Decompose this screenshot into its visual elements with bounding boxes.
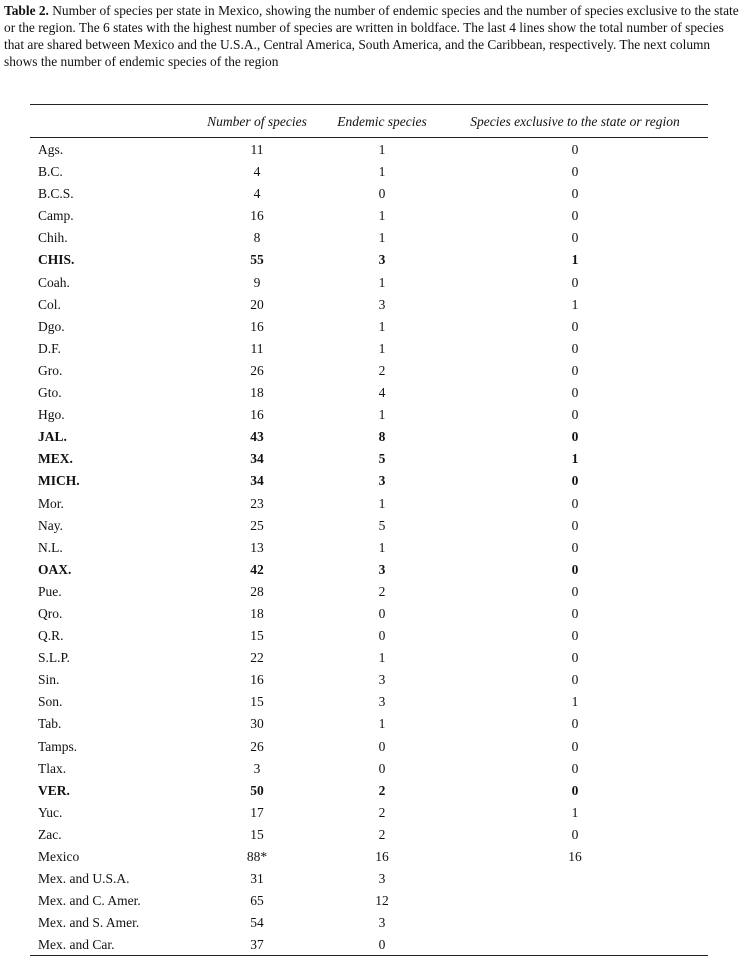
state-cell: Camp. [38,208,74,224]
table-row [0,360,745,382]
species-count-cell: 8 [253,230,261,246]
table-row [0,669,745,691]
state-cell: Mex. and S. Amer. [38,915,140,931]
state-cell: Dgo. [38,318,65,334]
endemic-count-cell: 1 [378,230,386,246]
endemic-count-cell: 2 [378,362,386,378]
table-row [0,249,745,271]
exclusive-count-cell: 0 [571,318,579,334]
caption-text: Number of species per state in Mexico, showing the number of endemic species and the number of species exclusive to the state or the region. The 6 states with the highest number of species are written in boldface. The last 4 lines show the total number of species that are shared between Mexico and the U.S.A., Central America, South America, and the Caribbean, respectively. The next column shows the number of endemic species of the region [4,3,739,69]
state-cell: Hgo. [38,407,65,423]
exclusive-count-cell: 0 [571,407,579,423]
endemic-count-cell: 1 [378,495,386,511]
endemic-count-cell: 12 [375,893,389,909]
species-count-cell: 13 [250,539,264,555]
state-cell: Chih. [38,230,68,246]
species-count-cell: 23 [250,495,264,511]
table-row [0,824,745,846]
exclusive-count-cell: 0 [571,605,579,621]
state-cell: Q.R. [38,628,64,644]
endemic-count-cell: 2 [378,804,386,820]
exclusive-count-cell: 0 [571,208,579,224]
endemic-count-cell: 3 [378,473,386,489]
table-row [0,736,745,758]
table-row [0,404,745,426]
species-count-cell: 30 [250,716,264,732]
state-cell: Sin. [38,672,60,688]
species-count-cell: 15 [250,826,264,842]
species-count-cell: 17 [250,804,264,820]
species-count-cell: 50 [250,782,264,798]
table-row [0,227,745,249]
state-cell: N.L. [38,539,63,555]
table-row [0,912,745,934]
exclusive-count-cell: 0 [571,473,579,489]
exclusive-count-cell: 0 [571,230,579,246]
species-count-cell: 11 [250,142,264,157]
state-cell: Mex. and C. Amer. [38,893,141,909]
species-count-cell: 3 [253,760,261,776]
endemic-count-cell: 5 [378,517,386,533]
exclusive-count-cell: 0 [571,539,579,555]
exclusive-count-cell: 0 [571,628,579,644]
table-row [0,272,745,294]
table-row [0,316,745,338]
endemic-count-cell: 3 [378,296,386,312]
exclusive-count-cell: 0 [571,142,579,157]
endemic-count-cell: 3 [378,915,386,931]
table-row [0,647,745,669]
state-cell: B.C.S. [38,186,74,202]
endemic-count-cell: 0 [378,937,386,953]
endemic-count-cell: 16 [375,849,389,864]
header-number-of-species: Number of species [207,114,307,129]
state-cell: Yuc. [38,804,63,820]
endemic-count-cell: 0 [378,760,386,776]
exclusive-count-cell: 0 [571,164,579,180]
header-species-exclusive: Species exclusive to the state or region [470,114,680,129]
table-header-rule [30,137,708,138]
exclusive-count-cell: 0 [571,186,579,202]
species-count-cell: 4 [253,186,261,202]
table-row [0,868,745,890]
species-count-cell: 18 [250,385,264,401]
table-row [0,382,745,404]
species-count-cell: 15 [250,628,264,644]
exclusive-count-cell: 0 [571,650,579,666]
state-cell: MEX. [38,451,73,467]
state-cell: Gto. [38,385,62,401]
species-count-cell: 34 [250,451,264,467]
table-bottom-rule [30,955,708,956]
table-row [0,581,745,603]
endemic-count-cell: 0 [378,628,386,644]
species-count-cell: 28 [250,583,264,599]
state-cell: Gro. [38,362,63,378]
species-count-cell: 16 [250,407,264,423]
endemic-count-cell: 0 [378,738,386,754]
table-row [0,426,745,448]
endemic-count-cell: 0 [378,605,386,621]
state-cell: Ags. [38,142,64,157]
state-cell: Mex. and Car. [38,937,115,953]
endemic-count-cell: 1 [378,208,386,224]
species-count-cell: 18 [250,605,264,621]
state-cell: Tamps. [38,738,78,754]
exclusive-count-cell: 0 [571,826,579,842]
table-row [0,758,745,780]
endemic-count-cell: 3 [378,694,386,710]
endemic-count-cell: 5 [378,451,386,467]
species-count-cell: 9 [253,274,261,290]
exclusive-count-cell: 0 [571,583,579,599]
header-endemic-species: Endemic species [337,114,427,129]
species-count-cell: 88* [246,849,268,864]
table-row [0,559,745,581]
species-count-cell: 20 [250,296,264,312]
table-row [0,625,745,647]
species-count-cell: 15 [250,694,264,710]
exclusive-count-cell: 0 [571,672,579,688]
table-row [0,802,745,824]
exclusive-count-cell: 0 [571,782,579,798]
endemic-count-cell: 0 [378,186,386,202]
species-count-cell: 37 [250,937,264,953]
exclusive-count-cell: 1 [571,252,579,268]
endemic-count-cell: 1 [378,274,386,290]
endemic-count-cell: 1 [378,164,386,180]
table-row [0,890,745,912]
endemic-count-cell: 1 [378,318,386,334]
endemic-count-cell: 3 [378,871,386,887]
state-cell: Tlax. [38,760,67,776]
endemic-count-cell: 4 [378,385,386,401]
state-cell: Mex. and U.S.A. [38,871,130,887]
species-count-cell: 26 [250,738,264,754]
exclusive-count-cell: 0 [571,429,579,445]
caption-label: Table 2. [4,3,49,18]
endemic-count-cell: 1 [378,407,386,423]
table-row [0,183,745,205]
endemic-count-cell: 3 [378,672,386,688]
state-cell: JAL. [38,429,67,445]
endemic-count-cell: 2 [378,782,386,798]
state-cell: OAX. [38,561,72,577]
species-count-cell: 16 [250,672,264,688]
table-row [0,691,745,713]
state-cell: VER. [38,782,70,798]
exclusive-count-cell: 0 [571,760,579,776]
table-row [0,846,745,868]
table-row [0,603,745,625]
table-row [0,205,745,227]
endemic-count-cell: 3 [378,252,386,268]
state-cell: Coah. [38,274,70,290]
state-cell: Mor. [38,495,64,511]
table-row [0,448,745,470]
table-row [0,493,745,515]
state-cell: MICH. [38,473,80,489]
state-cell: Col. [38,296,61,312]
state-cell: B.C. [38,164,63,180]
species-count-cell: 65 [250,893,264,909]
exclusive-count-cell: 1 [571,694,579,710]
species-count-cell: 42 [250,561,264,577]
species-count-cell: 11 [250,340,264,356]
species-count-cell: 34 [250,473,264,489]
table-row [0,470,745,492]
exclusive-count-cell: 0 [571,716,579,732]
table-row [0,713,745,735]
table-row [0,294,745,316]
species-count-cell: 31 [250,871,264,887]
exclusive-count-cell: 0 [571,340,579,356]
endemic-count-cell: 3 [378,561,386,577]
state-cell: Qro. [38,605,63,621]
species-count-cell: 16 [250,318,264,334]
endemic-count-cell: 8 [378,429,386,445]
table-body [0,139,745,956]
species-count-cell: 4 [253,164,261,180]
state-cell: Mexico [38,849,80,864]
endemic-count-cell: 1 [378,650,386,666]
exclusive-count-cell: 1 [571,804,579,820]
endemic-count-cell: 2 [378,583,386,599]
table-caption [4,2,742,70]
state-cell: Son. [38,694,63,710]
species-count-cell: 22 [250,650,264,666]
species-count-cell: 25 [250,517,264,533]
species-count-cell: 26 [250,362,264,378]
endemic-count-cell: 1 [378,539,386,555]
exclusive-count-cell: 0 [571,738,579,754]
endemic-count-cell: 2 [378,826,386,842]
endemic-count-cell: 1 [378,142,386,157]
state-cell: CHIS. [38,252,75,268]
table-row [0,537,745,559]
state-cell: S.L.P. [38,650,70,666]
table-top-rule [30,104,708,105]
state-cell: Pue. [38,583,62,599]
state-cell: Nay. [38,517,63,533]
table-row [0,338,745,360]
endemic-count-cell: 1 [378,340,386,356]
exclusive-count-cell: 16 [568,849,582,864]
exclusive-count-cell: 1 [571,296,579,312]
exclusive-count-cell: 0 [571,274,579,290]
state-cell: Tab. [38,716,62,732]
table-row [0,161,745,183]
exclusive-count-cell: 0 [571,495,579,511]
exclusive-count-cell: 0 [571,362,579,378]
exclusive-count-cell: 1 [571,451,579,467]
table-row [0,934,745,956]
exclusive-count-cell: 0 [571,385,579,401]
table-row [0,515,745,537]
species-count-cell: 54 [250,915,264,931]
endemic-count-cell: 1 [378,716,386,732]
state-cell: D.F. [38,340,61,356]
state-cell: Zac. [38,826,62,842]
exclusive-count-cell: 0 [571,517,579,533]
table-row [0,139,745,161]
exclusive-count-cell: 0 [571,561,579,577]
species-count-cell: 55 [250,252,264,268]
species-count-cell: 16 [250,208,264,224]
table-row [0,780,745,802]
species-count-cell: 43 [250,429,264,445]
